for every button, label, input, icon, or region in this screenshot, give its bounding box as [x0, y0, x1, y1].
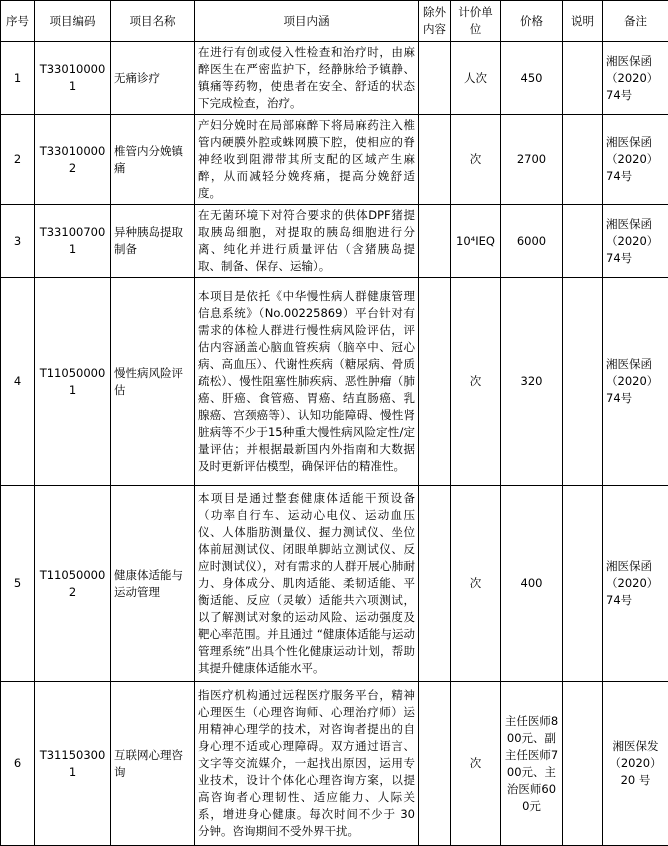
cell-price: 450 [501, 42, 563, 115]
cell-remarks: 湘医保函（2020）74号 [603, 42, 668, 115]
cell-notes [563, 682, 603, 846]
cell-excluded [419, 682, 451, 846]
cell-price: 6000 [501, 205, 563, 278]
cell-unit: 次 [451, 115, 501, 205]
cell-notes [563, 115, 603, 205]
cell-code: T330100002 [35, 115, 111, 205]
header-seq: 序号 [1, 1, 35, 42]
cell-remarks: 湘医保函（2020）74号 [603, 115, 668, 205]
cell-remarks: 湘医保发（2020）20 号 [603, 682, 668, 846]
cell-excluded [419, 205, 451, 278]
cell-name: 互联网心理咨询 [111, 682, 195, 846]
cell-seq: 4 [1, 278, 35, 486]
cell-price: 320 [501, 278, 563, 486]
cell-seq: 3 [1, 205, 35, 278]
cell-excluded [419, 42, 451, 115]
cell-excluded [419, 486, 451, 682]
header-excluded: 除外内容 [419, 1, 451, 42]
cell-content: 本项目是依托《中华慢性病人群健康管理信息系统》（No.00225869）平台针对有需求的体检人群进行慢性病风险评估，评估内容涵盖心脑血管疾病（脑卒中、冠心病、高血压）、代谢性疾病（糖尿病、骨质疏松）、慢性阻塞性肺疾病、恶性肿瘤（肺癌、肝癌、食管癌、胃癌、结直肠癌、乳腺癌、宫颈癌等）、认知功能障碍、慢性肾脏病等不少于15种重大慢性病风险定性/定量评估；并根据最新国内外指南和大数据及时更新评估模型，确保评估的精准性。 [195, 278, 419, 486]
cell-price: 2700 [501, 115, 563, 205]
cell-notes [563, 205, 603, 278]
cell-unit: 次 [451, 682, 501, 846]
header-content: 项目内涵 [195, 1, 419, 42]
cell-code: T331007001 [35, 205, 111, 278]
cell-name: 健康体适能与运动管理 [111, 486, 195, 682]
cell-price: 主任医师800元、副主任医师700元、主治医师600元 [501, 682, 563, 846]
table-row [1, 115, 668, 205]
cell-price: 400 [501, 486, 563, 682]
cell-content: 指医疗机构通过远程医疗服务平台，精神心理医生（心理咨询师、心理治疗师）运用精神心理学的技术，对咨询者提出的自身心理不适或心理障碍。双方通过语言、文字等交流媒介，一起找出原因，运用专业技术，设计个体化心理咨询方案，以提高咨询者心理韧性、适应能力、人际关系，增进身心健康。每次时间不少于 30 分钟。咨询期间不受外界干扰。 [195, 682, 419, 846]
cell-name: 椎管内分娩镇痛 [111, 115, 195, 205]
cell-name: 慢性病风险评估 [111, 278, 195, 486]
cell-unit: 人次 [451, 42, 501, 115]
header-notes: 说明 [563, 1, 603, 42]
cell-notes [563, 486, 603, 682]
cell-remarks: 湘医保函（2020）74号 [603, 205, 668, 278]
cell-unit: 10⁴IEQ [451, 205, 501, 278]
cell-seq: 1 [1, 42, 35, 115]
cell-code: T110500001 [35, 278, 111, 486]
cell-notes [563, 42, 603, 115]
table-row [1, 486, 668, 682]
cell-code: T311503001 [35, 682, 111, 846]
cell-seq: 6 [1, 682, 35, 846]
header-price: 价格 [501, 1, 563, 42]
cell-content: 在进行有创或侵入性检查和治疗时，由麻醉医生在严密监护下，经静脉给予镇静、镇痛等药物，使患者在安全、舒适的状态下完成检查，治疗。 [195, 42, 419, 115]
cell-code: T110500002 [35, 486, 111, 682]
cell-remarks: 湘医保函（2020）74号 [603, 278, 668, 486]
header-code: 项目编码 [35, 1, 111, 42]
cell-remarks: 湘医保函（2020）74号 [603, 486, 668, 682]
cell-seq: 5 [1, 486, 35, 682]
cell-content: 产妇分娩时在局部麻醉下将局麻药注入椎管内硬膜外腔或蛛网膜下腔，使相应的脊神经收到阻滞带其所支配的区域产生麻醉，从而减轻分娩疼痛，提高分娩舒适度。 [195, 115, 419, 205]
header-name: 项目名称 [111, 1, 195, 42]
cell-content: 在无菌环境下对符合要求的供体DPF猪提取胰岛细胞，对提取的胰岛细胞进行分离、纯化并进行质量评估（含猪胰岛提取、制备、保存、运输）。 [195, 205, 419, 278]
cell-code: T330100001 [35, 42, 111, 115]
table-row [1, 42, 668, 115]
cell-name: 无痛诊疗 [111, 42, 195, 115]
cell-unit: 次 [451, 486, 501, 682]
header-row [1, 1, 668, 42]
table-row [1, 205, 668, 278]
header-remarks: 备注 [603, 1, 668, 42]
cell-excluded [419, 278, 451, 486]
table-row [1, 682, 668, 846]
cell-notes [563, 278, 603, 486]
cell-seq: 2 [1, 115, 35, 205]
cell-excluded [419, 115, 451, 205]
header-unit: 计价单位 [451, 1, 501, 42]
cell-unit: 次 [451, 278, 501, 486]
cell-name: 异种胰岛提取制备 [111, 205, 195, 278]
cell-content: 本项目是通过整套健康体适能干预设备（功率自行车、运动心电仪、运动血压仪、人体脂肪测量仪、握力测试仪、坐位体前屈测试仪、闭眼单脚站立测试仪、反应时测试仪），对有需求的人群开展心肺耐力、身体成分、肌肉适能、柔韧适能、平衡适能、反应（灵敏）适能共六项测试，以了解测试对象的运动风险、运动强度及靶心率范围。并且通过 “健康体适能与运动管理系统”出具个性化健康运动计划，帮助其提升健康体适能水平。 [195, 486, 419, 682]
table-row [1, 278, 668, 486]
